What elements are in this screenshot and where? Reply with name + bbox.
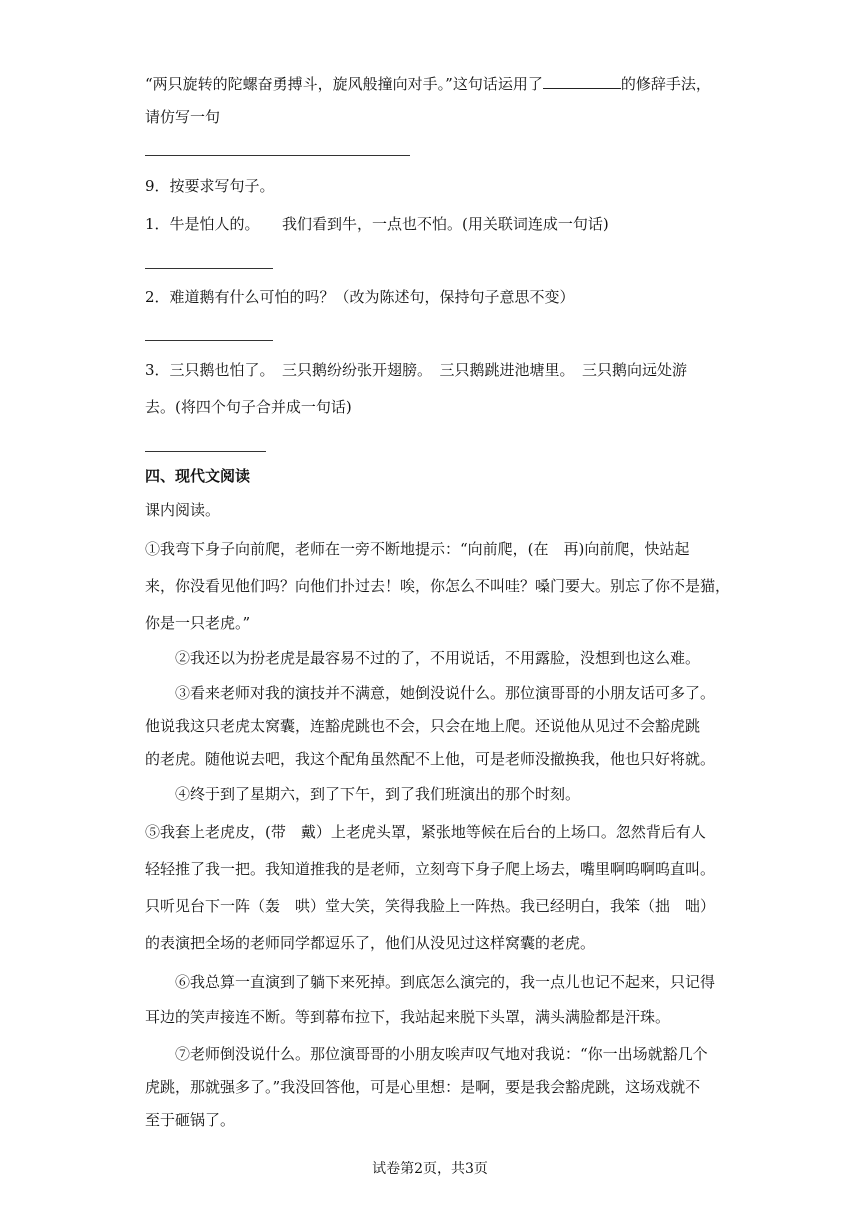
answer-line[interactable] xyxy=(145,268,273,269)
para-5: 只听见台下一阵（轰 哄）堂大笑，笑得我脸上一阵热。我已经明白，我笨（拙 咄） xyxy=(145,897,716,915)
q8-line2: 请仿写一句 xyxy=(145,108,221,126)
para-1: ①我弯下身子向前爬，老师在一旁不断地提示：“向前爬，(在 再)向前爬，快站起 xyxy=(145,540,690,558)
para-4: ④终于到了星期六，到了下午，到了我们班演出的那个时刻。 xyxy=(175,785,581,803)
para-5: ⑤我套上老虎皮，(带 戴）上老虎头罩，紧张地等候在后台的上场口。忽然背后有人 xyxy=(145,823,706,841)
answer-line[interactable] xyxy=(145,451,266,452)
q9-item-2: 2．难道鹅有什么可怕的吗？（改为陈述句，保持句子意思不变） xyxy=(145,288,575,306)
para-2: ②我还以为扮老虎是最容易不过的了，不用说话，不用露脸，没想到也这么难。 xyxy=(175,649,701,667)
page-footer: 试卷第2页，共3页 xyxy=(372,1161,488,1177)
para-1: 来，你没看见他们吗？向他们扑过去！唉，你怎么不叫哇？嗓门要大。别忘了你不是猫， xyxy=(145,577,731,595)
section-heading: 四、现代文阅读 xyxy=(145,467,251,485)
q9-item-3: 3．三只鹅也怕了。 三只鹅纷纷张开翅膀。 三只鹅跳进池塘里。 三只鹅向远处游 xyxy=(145,361,688,379)
para-3: ③看来老师对我的演技并不满意，她倒没说什么。那位演哥哥的小朋友话可多了。 xyxy=(175,684,716,702)
q9-item-3-cont: 去。(将四个句子合并成一句话) xyxy=(145,398,352,416)
para-7: ⑦老师倒没说什么。那位演哥哥的小朋友唉声叹气地对我说：“你一出场就豁几个 xyxy=(175,1045,708,1063)
q8-line1 xyxy=(145,74,711,94)
answer-line[interactable] xyxy=(145,155,410,156)
answer-blank[interactable] xyxy=(543,74,621,89)
answer-line[interactable] xyxy=(145,340,273,341)
para-5: 轻轻推了我一把。我知道推我的是老师，立刻弯下身子爬上场去，嘴里啊呜啊呜直叫。 xyxy=(145,860,716,878)
q8-text-b: 的修辞手法， xyxy=(620,75,711,93)
section-subheading: 课内阅读。 xyxy=(145,501,221,519)
para-5: 的表演把全场的老师同学都逗乐了，他们从没见过这样窝囊的老虎。 xyxy=(145,934,596,952)
para-1: 你是一只老虎。” xyxy=(145,614,251,632)
para-6: 耳边的笑声接连不断。等到幕布拉下，我站起来脱下头罩，满头满脸都是汗珠。 xyxy=(145,1008,671,1026)
para-7: 至于砸锅了。 xyxy=(145,1111,236,1129)
q9-title: 9．按要求写句子。 xyxy=(145,177,275,195)
para-7: 虎跳，那就强多了。”我没回答他，可是心里想：是啊，要是我会豁虎跳，这场戏就不 xyxy=(145,1078,701,1096)
q8-text-a: “两只旋转的陀螺奋勇搏斗，旋风般撞向对手。”这句话运用了 xyxy=(145,75,543,93)
q9-item-1: 1．牛是怕人的。 我们看到牛，一点也不怕。(用关联词连成一句话) xyxy=(145,215,609,233)
para-3: 他说我这只老虎太窝囊，连豁虎跳也不会，只会在地上爬。还说他从见过不会豁虎跳 xyxy=(145,717,701,735)
para-6: ⑥我总算一直演到了躺下来死掉。到底怎么演完的，我一点儿也记不起来，只记得 xyxy=(175,973,716,991)
para-3: 的老虎。随他说去吧，我这个配角虽然配不上他，可是老师没撤换我，他也只好将就。 xyxy=(145,750,716,768)
